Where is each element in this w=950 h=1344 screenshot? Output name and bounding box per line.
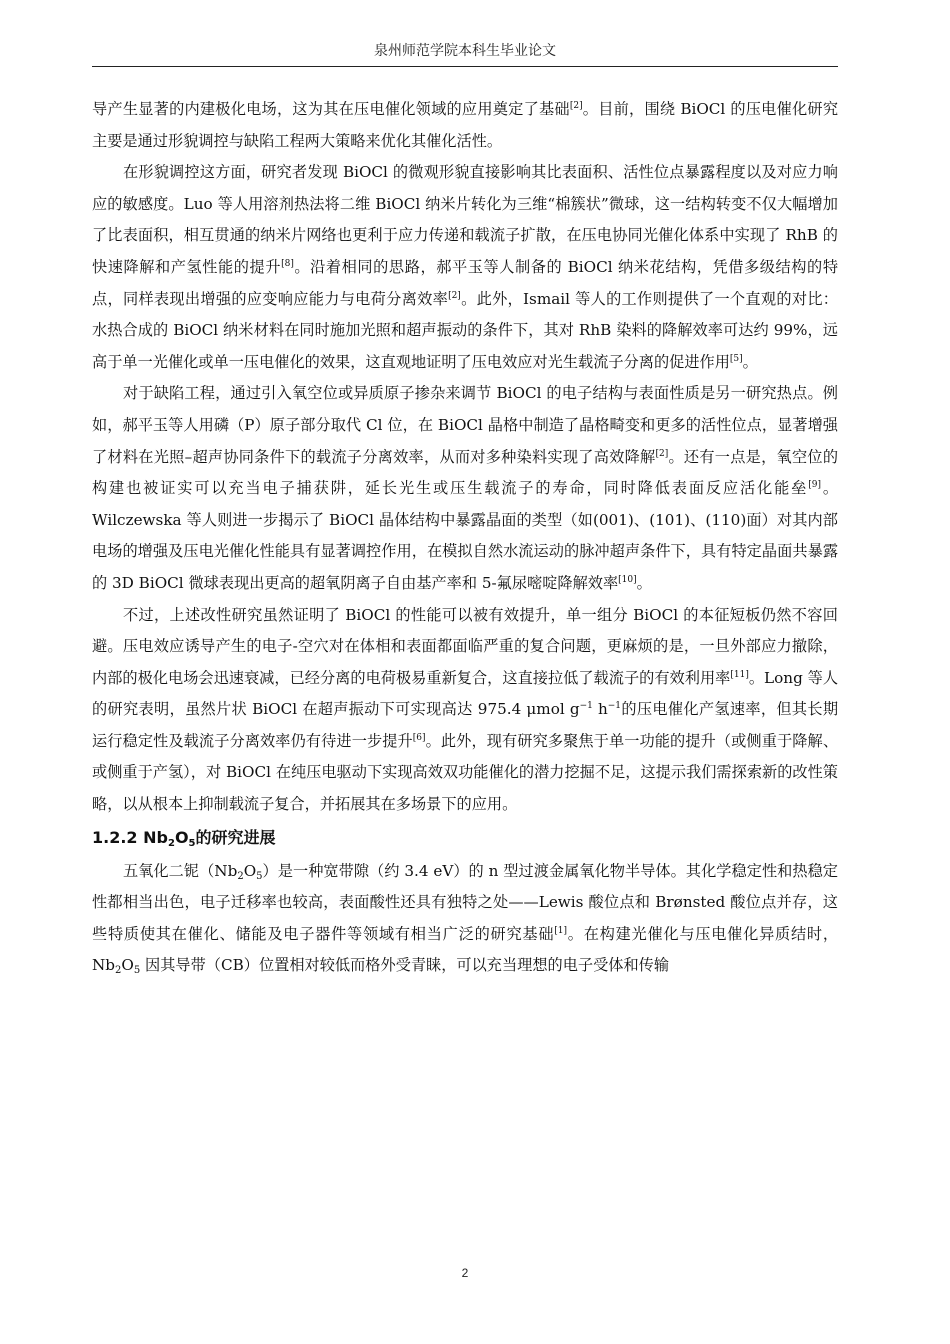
citation: [9] xyxy=(808,480,821,491)
paragraph xyxy=(92,157,838,378)
text-run: 。此外，现有研究多聚焦于单一功能的提升（或侧重于降解、或侧重于产氢），对 BiOCl 在纯压电驱动下实现高效双功能催化的潜力挖掘不足，这提示我们需探索新的改性策略，以从根本上抑制载流子复合，并拓展其在多场景下的应用。 xyxy=(92,731,839,814)
text-run: 。在构建光催化与压电催化异质结时，Nb xyxy=(92,924,839,975)
paragraph xyxy=(92,378,838,599)
exponent: −1 xyxy=(607,701,622,712)
citation: [8] xyxy=(281,258,294,269)
subscript: 2 xyxy=(237,870,244,882)
section-number: 1.2.2 xyxy=(92,827,144,847)
text-run: 。Long 等人的研究表明，虽然片状 BiOCl 在超声振动下可实现高达 975.4 μmol g xyxy=(92,668,839,719)
header-rule xyxy=(92,66,838,67)
text-run: O xyxy=(121,956,134,975)
subscript: 5 xyxy=(133,965,141,977)
text-run: 对于缺陷工程，通过引入氧空位或异质原子掺杂来调节 BiOCl 的电子结构与表面性质是另一研究热点。例如，郝平玉等人用磷（P）原子部分取代 Cl 位，在 BiOCl 晶格中制造了晶格畸变和更多的活性位点，显著增强了材料在光照–超声协同条件下的载流子分离效率，从而对多种染料实现了高效降解 xyxy=(92,384,838,466)
text-run: 。目前，围绕 BiOCl 的压电催化研究主要是通过形貌调控与缺陷工程两大策略来优化其催化活性。 xyxy=(92,100,839,150)
text-run: 在形貌调控这方面，研究者发现 BiOCl 的微观形貌直接影响其比表面积、活性位点暴露程度以及对应力响应的敏感度。Luo 等人用溶剂热法将二维 BiOCl 纳米片转化为三维“棉簇状”微球，这一结构转变不仅大幅增加了比表面积，相互贯通的纳米片网络也更利于应力传递和载流子扩散，在压电协同光催化体系中实现了 RhB 的快速降解和产氢性能的提升 xyxy=(92,163,838,276)
citation: [11] xyxy=(730,669,749,680)
page-header: 泉州师范学院本科生毕业论文 xyxy=(374,43,556,59)
text-run: 。此外，Ismail 等人的工作则提供了一个直观的对比：水热合成的 BiOCl 纳米材料在同时施加光照和超声振动的条件下，其对 RhB 染料的降解效率可达约 99%，远高于单一光催化或单一压电催化的效果，这直观地证明了压电效应对光生载流子分离的促进作用 xyxy=(92,289,838,371)
text-run: ）是一种宽带隙（约 3.4 eV）的 n 型过渡金属氧化物半导体。其化学稳定性和热稳定性都相当出色，电子迁移率也较高，表面酸性还具有独特之处——Lewis 酸位点和 Brønsted 酸位点并存，这些特质使其在催化、储能及电子器件等领域有相当广泛的研究基础 xyxy=(92,861,838,943)
page-number: 2 xyxy=(461,1266,469,1280)
paragraph xyxy=(92,94,838,157)
citation: [2] xyxy=(655,448,669,459)
text-run: 。沿着相同的思路，郝平玉等人制备的 BiOCl 纳米花结构，凭借多级结构的特点，同样表现出增强的应变响应能力与电荷分离效率 xyxy=(92,257,839,308)
subscript: 2 xyxy=(167,837,175,849)
subscript: 2 xyxy=(115,965,122,977)
text-run: 。Wilczewska 等人则进一步揭示了 BiOCl 晶体结构中暴露晶面的类型（如(001)、(101)、(110)面）对其内部电场的增强及压电光催化性能具有显著调控作用，在模拟自然水流运动的脉冲超声条件下，具有特定晶面共暴露的 3D BiOCl 微球表现出更高的超氧阴离子自由基产率和 5-氟尿嘧啶降解效率 xyxy=(92,479,839,592)
citation: [5] xyxy=(729,353,743,364)
citation: [1] xyxy=(554,925,568,936)
text-run: 因其导带（CB）位置相对较低而格外受青睐，可以充当理想的电子受体和传输 xyxy=(140,956,670,975)
text-run: O xyxy=(174,827,189,847)
paragraph xyxy=(92,600,838,821)
text-run: h xyxy=(592,700,608,719)
citation: [2] xyxy=(569,101,583,111)
text-run: 不过，上述改性研究虽然证明了 BiOCl 的性能可以被有效提升，单一组分 BiOCl 的本征短板仍然不容回避。压电效应诱导产生的电子-空穴对在体相和表面都面临严重的复合问题，更麻烦的是，一旦外部应力撤除，内部的极化电场会迅速衰减，已经分离的电荷极易重新复合，这直接拉低了载流子的有效利用率 xyxy=(92,605,838,687)
body-text xyxy=(92,94,838,982)
section-heading xyxy=(92,823,838,853)
text-run: 五氧化二铌（Nb xyxy=(123,861,238,880)
text-run: 。 xyxy=(742,352,758,371)
text-run: 的研究进展 xyxy=(195,827,276,847)
citation: [6] xyxy=(412,732,426,743)
text-run: 。还有一点是，氧空位的构建也被证实可以充当电子捕获阱，延长光生或压生载流子的寿命，同时降低表面反应活化能垒 xyxy=(92,447,839,498)
subscript: 5 xyxy=(188,837,196,849)
text-run: 。 xyxy=(636,573,652,592)
text-run: O xyxy=(243,861,257,880)
citation: [2] xyxy=(448,290,461,301)
text-run: 的压电催化产氢速率，但其长期运行稳定性及载流子分离效率仍有待进一步提升 xyxy=(92,700,839,750)
text-run: Nb xyxy=(143,827,168,847)
citation: [10] xyxy=(618,574,637,585)
exponent: −1 xyxy=(579,701,593,712)
paragraph xyxy=(92,856,838,982)
subscript: 5 xyxy=(256,870,263,882)
text-run: 导产生显著的内建极化电场，这为其在压电催化领域的应用奠定了基础 xyxy=(92,100,570,118)
